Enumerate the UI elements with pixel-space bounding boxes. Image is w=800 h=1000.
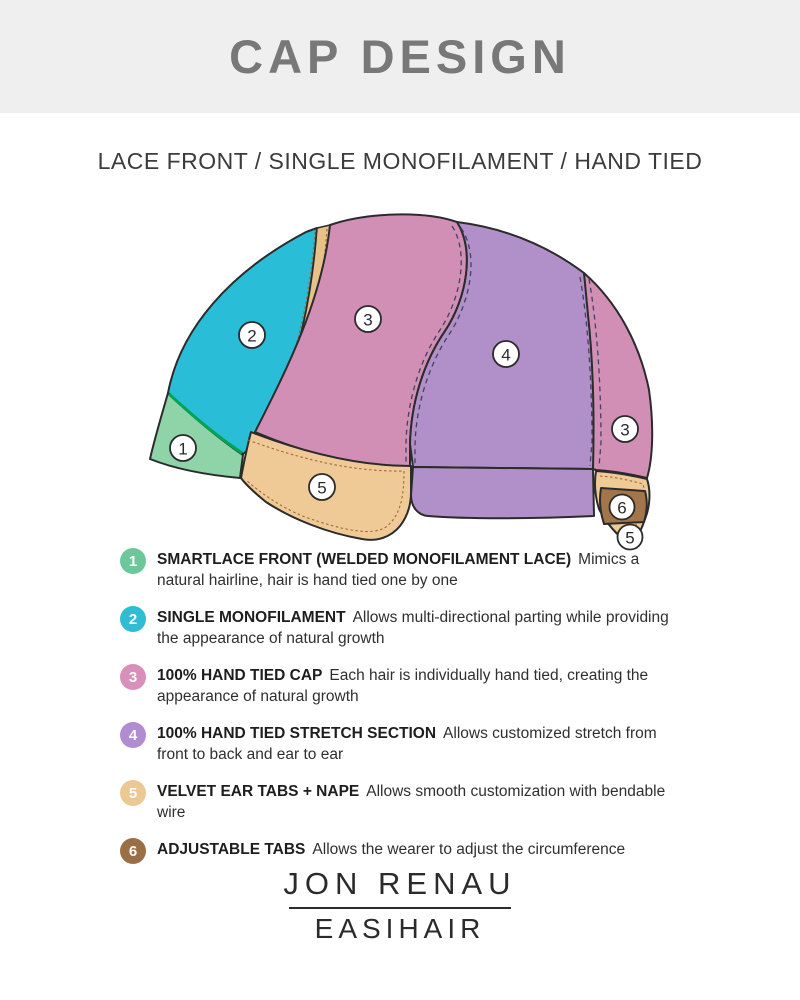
svg-text:1: 1 — [178, 439, 188, 459]
legend-desc-2: Allows multi-directional parting while providing the appearance of natural growth — [157, 609, 669, 647]
svg-text:5: 5 — [317, 478, 327, 498]
legend-dot-5: 5 — [120, 780, 146, 806]
legend-dot-4: 4 — [120, 722, 146, 748]
legend-item-adjustable-tabs — [120, 839, 680, 864]
legend-title-5: VELVET EAR TABS + NAPE — [157, 783, 360, 800]
legend-title-2: SINGLE MONOFILAMENT — [157, 609, 346, 626]
cap-section-stretch-band — [411, 467, 594, 518]
callout-5-nape — [618, 525, 643, 550]
legend-item-single-monofilament — [120, 607, 680, 649]
header-band — [0, 0, 800, 113]
svg-text:2: 2 — [247, 326, 257, 346]
cap-type-subtitle: LACE FRONT / SINGLE MONOFILAMENT / HAND TIED — [97, 148, 703, 174]
legend-dot-2: 2 — [120, 606, 146, 632]
legend-title-6: ADJUSTABLE TABS — [157, 841, 306, 858]
legend — [120, 549, 680, 880]
callout-1 — [170, 435, 196, 461]
legend-dot-1: 1 — [120, 548, 146, 574]
legend-title-1: SMARTLACE FRONT (WELDED MONOFILAMENT LACE) — [157, 551, 572, 568]
legend-item-stretch-section — [120, 723, 680, 765]
brand-name-easihair: EASIHAIR — [314, 913, 486, 944]
legend-item-velvet-ear-tabs — [120, 781, 680, 823]
cap-section-hand-tied-back — [584, 273, 652, 478]
legend-item-smartlace-front — [120, 549, 680, 591]
legend-item-hand-tied-cap — [120, 665, 680, 707]
cap-diagram — [130, 198, 678, 560]
callout-5-ear-tab — [309, 474, 335, 500]
brand-logo — [0, 866, 800, 945]
legend-dot-6: 6 — [120, 838, 146, 864]
legend-dot-3: 3 — [120, 664, 146, 690]
svg-text:3: 3 — [620, 420, 630, 440]
legend-desc-1: Mimics a natural hairline, hair is hand tied one by one — [157, 551, 640, 589]
legend-desc-6: Allows the wearer to adjust the circumference — [312, 841, 626, 858]
legend-desc-3: Each hair is individually hand tied, creating the appearance of natural growth — [157, 667, 649, 705]
callout-6 — [610, 495, 635, 520]
legend-title-4: 100% HAND TIED STRETCH SECTION — [157, 725, 437, 742]
callout-2 — [239, 322, 265, 348]
legend-desc-5: Allows smooth customization with bendable wire — [157, 783, 666, 821]
callout-4 — [493, 341, 519, 367]
callout-3-back — [612, 416, 638, 442]
svg-text:4: 4 — [501, 345, 511, 365]
legend-title-3: 100% HAND TIED CAP — [157, 667, 323, 684]
svg-text:5: 5 — [625, 528, 635, 548]
callout-3-front — [355, 306, 381, 332]
legend-desc-4: Allows customized stretch from front to back and ear to ear — [157, 725, 657, 763]
page-title: CAP DESIGN — [229, 30, 571, 83]
brand-divider — [289, 907, 511, 909]
svg-text:3: 3 — [363, 310, 373, 330]
svg-text:6: 6 — [617, 498, 627, 518]
brand-name-jon-renau: JON RENAU — [283, 866, 517, 901]
